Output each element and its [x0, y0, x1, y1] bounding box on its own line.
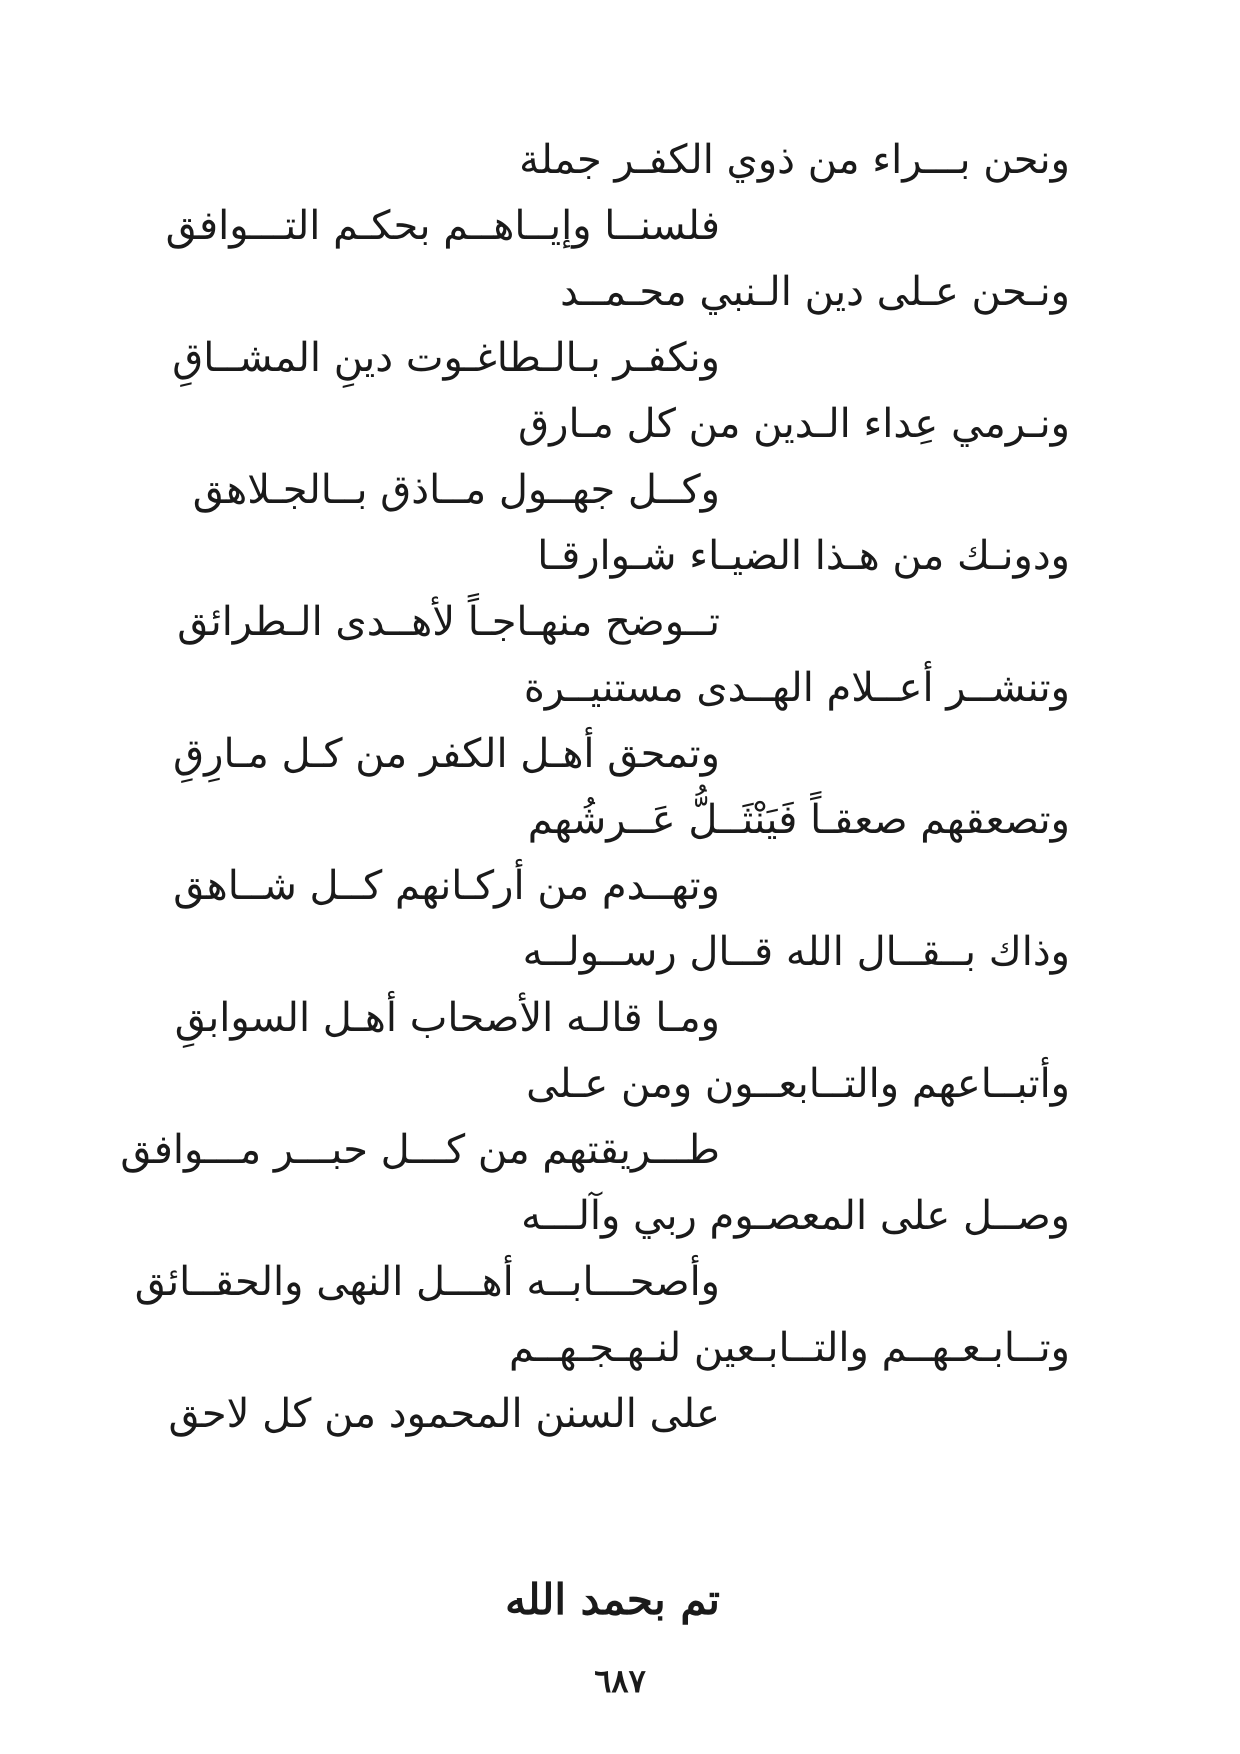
poem-line-12: وتهــدم من أركـانهم كــل شــاهق: [173, 863, 720, 909]
poem-line-10: وتمحق أهـل الكفر من كـل مـارِقِ: [173, 731, 720, 777]
poem-line-6: وكــل جهــول مــاذق بــالجـلاهق: [192, 467, 720, 513]
poem-line-7: ودونـك من هـذا الضيـاء شـوارقـا: [537, 533, 1070, 579]
poem-line-14: ومـا قالـه الأصحاب أهـل السوابقِ: [174, 995, 720, 1041]
poem-line-1: ونحن بـــراء من ذوي الكفـر جملة: [519, 137, 1070, 183]
poem-line-19: وتــابـعـهــم والتــابـعين لنـهـجـهــم: [508, 1325, 1070, 1371]
poem-line-15: وأتبــاعهم والتــابعــون ومن عـلى: [526, 1061, 1070, 1107]
poem-line-9: وتنشــر أعــلام الهــدى مستنيــرة: [523, 665, 1070, 711]
poem-line-5: ونـرمي عِداء الـدين من كل مـارق: [518, 401, 1070, 447]
page-number: ٦٨٧: [594, 1662, 646, 1700]
poem-line-3: ونـحن عـلى دين الـنبي محـمــد: [560, 269, 1070, 315]
poem-line-16: طـــريقتهم من كـــل حبـــر مـــوافق: [120, 1127, 720, 1173]
poem-line-4: ونكفـر بـالـطاغـوت دينِ المشــاقِ: [172, 335, 720, 381]
poem-line-18: وأصحـــابــه أهـــل النهى والحقــائق: [134, 1259, 720, 1305]
poem-line-13: وذاك بــقــال الله قــال رســولــه: [522, 929, 1070, 975]
poem-line-17: وصــل على المعصـوم ربي وآلـــه: [521, 1193, 1070, 1239]
poem-line-20: على السنن المحمود من كل لاحق: [168, 1391, 720, 1437]
poem-line-2: فلسنــا وإيــاهــم بحكـم التـــوافق: [165, 203, 720, 249]
poem-line-8: تــوضح منهـاجـاً لأهــدى الـطرائق: [177, 599, 720, 645]
closing-phrase: تم بحمد الله: [505, 1575, 720, 1624]
poem-line-11: وتصعقهم صعقـاً فَيَنْثَــلُّ عَــرشُهم: [527, 797, 1070, 843]
